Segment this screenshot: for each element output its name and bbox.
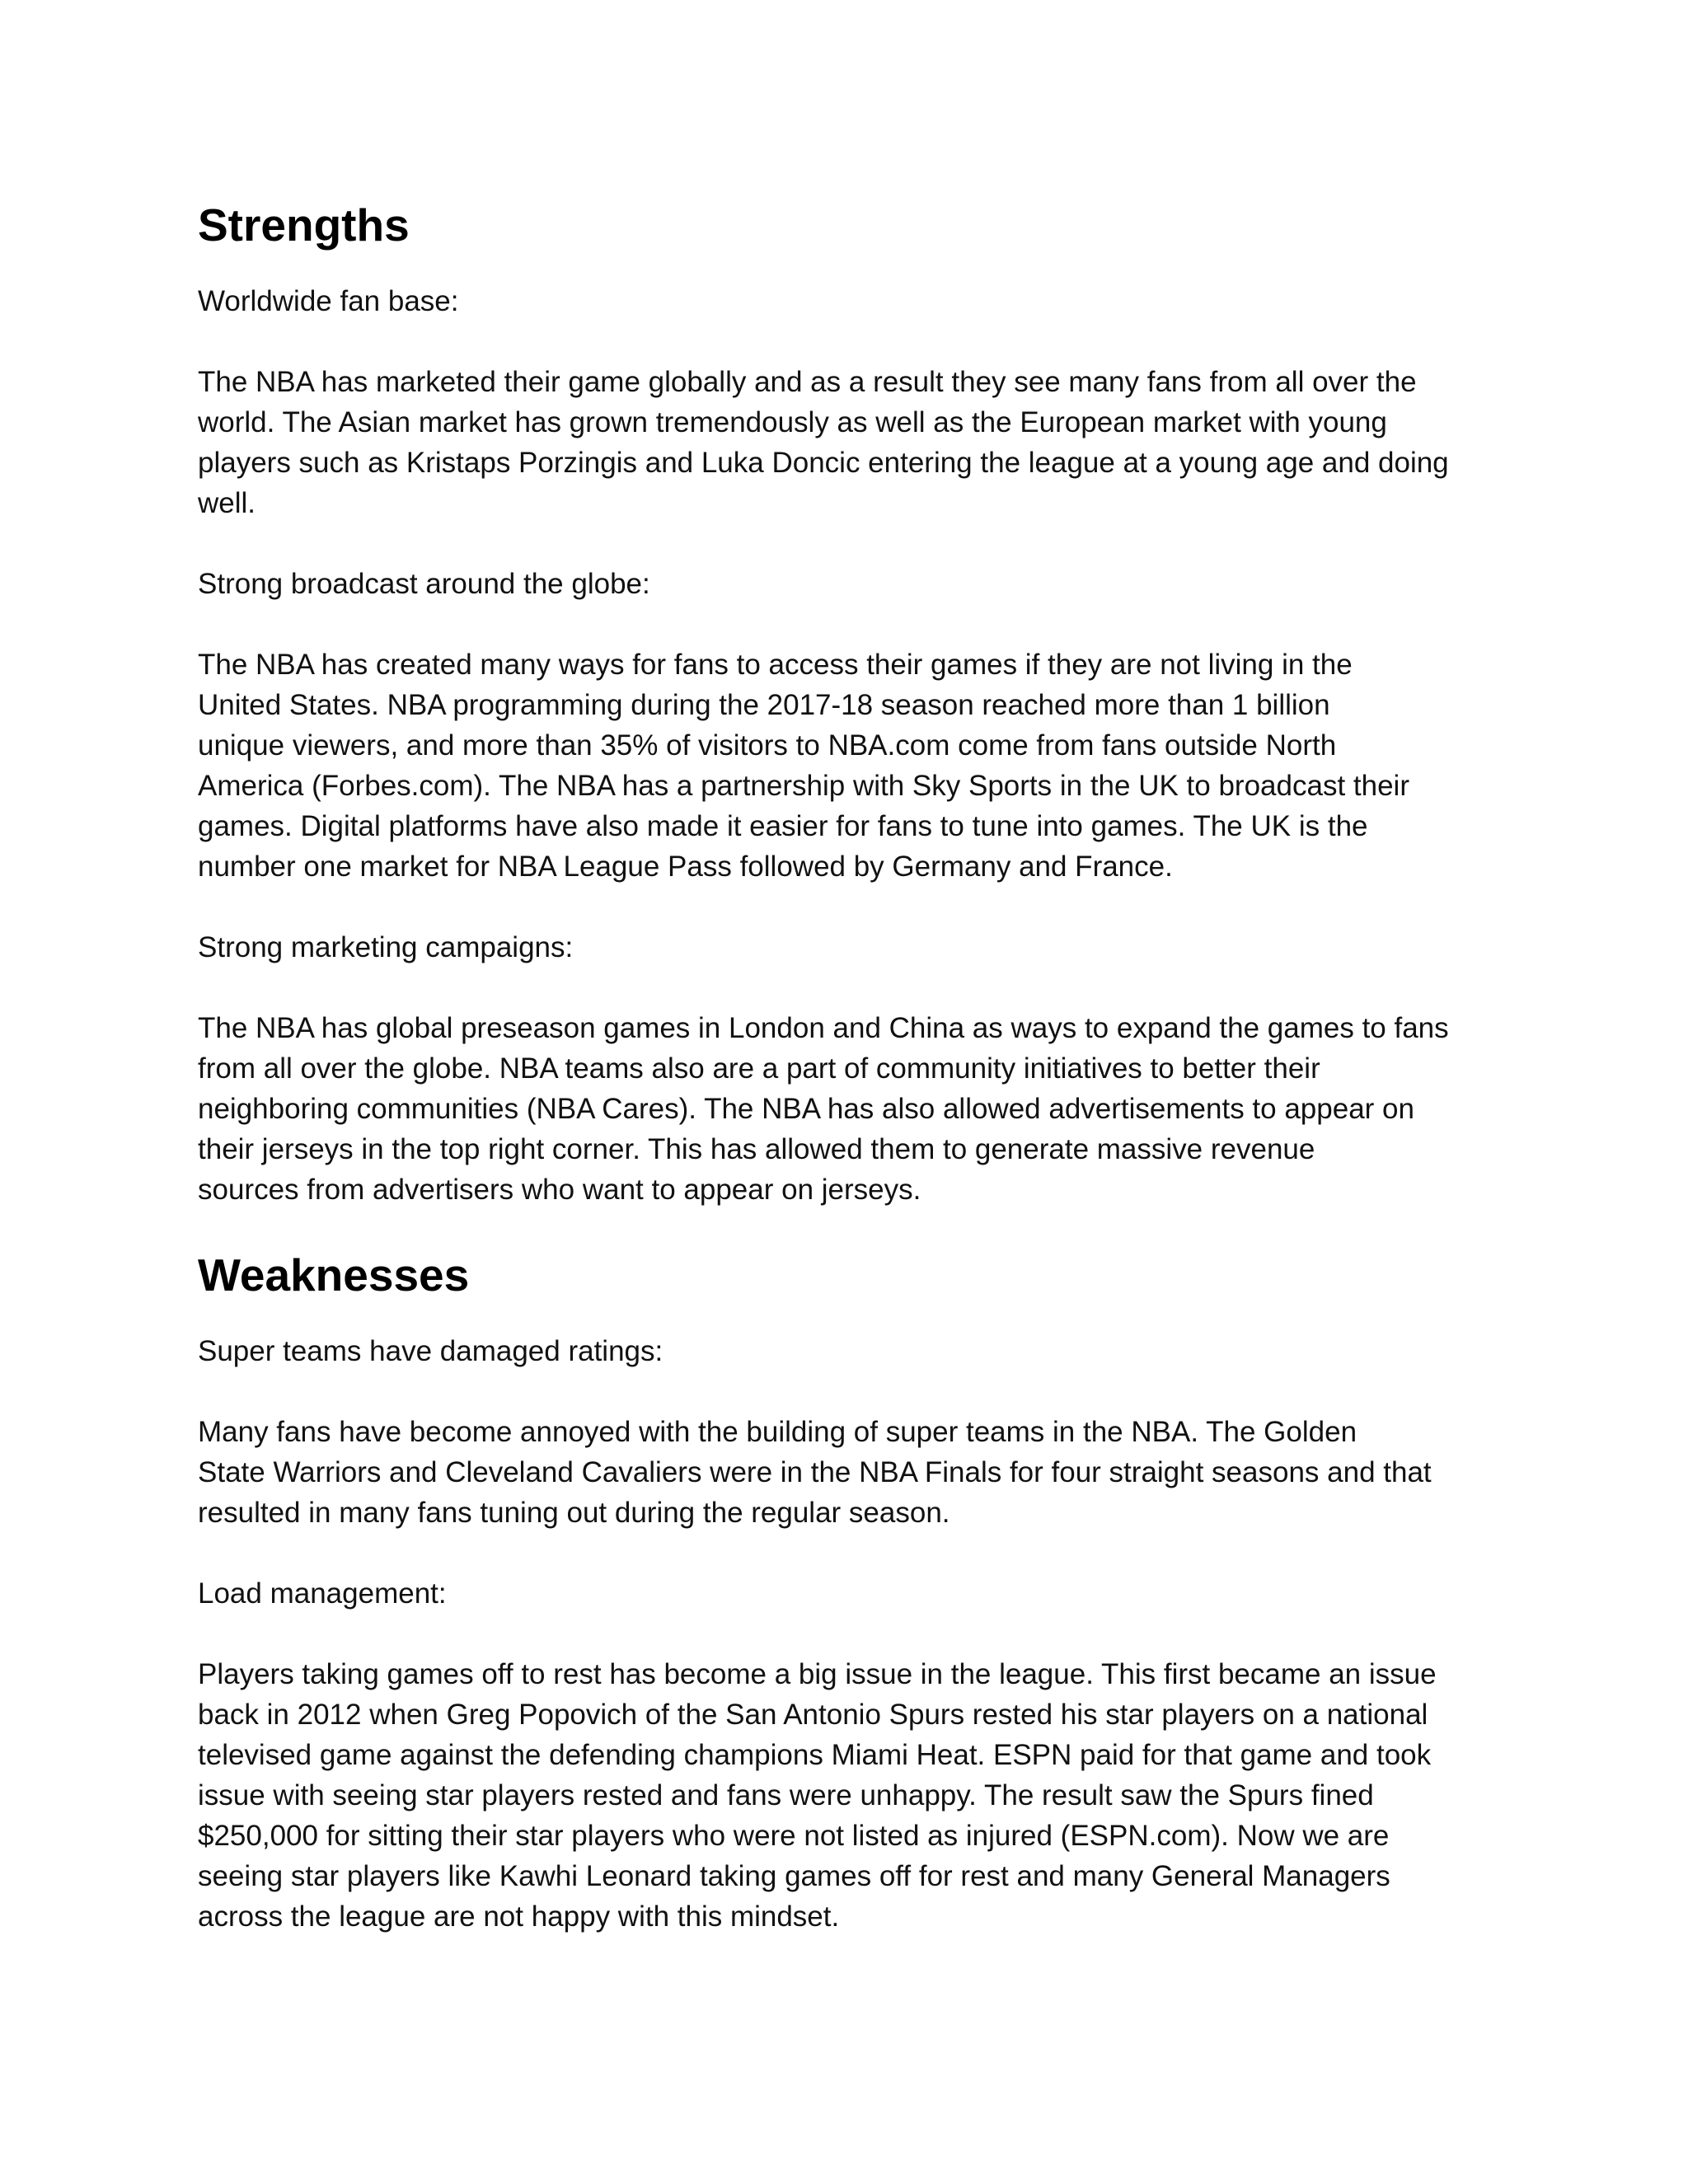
paragraph-strong-marketing	[198, 1008, 1508, 1210]
text-line: $250,000 for sitting their star players who were not listed as injured (ESPN.com). Now we are	[198, 1820, 1390, 1852]
text-line: The NBA has created many ways for fans to access their games if they are not living in the	[198, 649, 1353, 681]
text-line: games. Digital platforms have also made it easier for fans to tune into games. The UK is the	[198, 810, 1368, 842]
paragraph-worldwide-fan-base	[198, 362, 1508, 523]
text-line: from all over the globe. NBA teams also are a part of community initiatives to better their	[198, 1052, 1320, 1085]
text-line: unique viewers, and more than 35% of visitors to NBA.com come from fans outside North	[198, 729, 1337, 762]
paragraph-super-teams	[198, 1412, 1508, 1533]
paragraph-load-management	[198, 1654, 1508, 1937]
text-line: number one market for NBA League Pass followed by Germany and France.	[198, 851, 1173, 883]
text-line: neighboring communities (NBA Cares). The NBA has also allowed advertisements to appear on	[198, 1093, 1414, 1125]
subheading-load-management: Load management:	[198, 1577, 447, 1610]
text-line: issue with seeing star players rested and fans were unhappy. The result saw the Spurs fined	[198, 1779, 1374, 1811]
section-strengths	[198, 281, 1508, 1210]
text-line: United States. NBA programming during the 2017-18 season reached more than 1 billion	[198, 689, 1330, 721]
text-line: well.	[198, 487, 256, 519]
text-line: players such as Kristaps Porzingis and Luka Doncic entering the league at a young age and doing	[198, 447, 1449, 479]
text-line: America (Forbes.com). The NBA has a partnership with Sky Sports in the UK to broadcast their	[198, 770, 1409, 802]
subheading-strong-broadcast: Strong broadcast around the globe:	[198, 568, 650, 600]
subheading-strong-marketing: Strong marketing campaigns:	[198, 931, 574, 963]
text-line: televised game against the defending champions Miami Heat. ESPN paid for that game and took	[198, 1739, 1432, 1771]
strengths-heading: Strengths	[198, 199, 410, 251]
text-line: Players taking games off to rest has become a big issue in the league. This first became an issue	[198, 1658, 1437, 1690]
text-line: The NBA has global preseason games in London and China as ways to expand the games to fans	[198, 1012, 1449, 1044]
weaknesses-heading: Weaknesses	[198, 1249, 470, 1301]
text-line: Many fans have become annoyed with the building of super teams in the NBA. The Golden	[198, 1416, 1357, 1448]
subheading-super-teams: Super teams have damaged ratings:	[198, 1335, 663, 1367]
text-line: resulted in many fans tuning out during the regular season.	[198, 1497, 950, 1529]
text-line: back in 2012 when Greg Popovich of the San Antonio Spurs rested his star players on a national	[198, 1699, 1428, 1731]
text-line: across the league are not happy with this mindset.	[198, 1900, 840, 1933]
section-weaknesses	[198, 1331, 1508, 1937]
text-line: State Warriors and Cleveland Cavaliers were in the NBA Finals for four straight seasons and that	[198, 1456, 1432, 1488]
text-line: their jerseys in the top right corner. This has allowed them to generate massive revenue	[198, 1133, 1315, 1165]
text-line: The NBA has marketed their game globally and as a result they see many fans from all over the	[198, 366, 1417, 398]
subheading-worldwide-fan-base: Worldwide fan base:	[198, 285, 459, 317]
text-line: seeing star players like Kawhi Leonard taking games off for rest and many General Managers	[198, 1860, 1390, 1892]
text-line: world. The Asian market has grown tremendously as well as the European market with young	[198, 406, 1387, 438]
paragraph-strong-broadcast	[198, 644, 1508, 887]
text-line: sources from advertisers who want to appear on jerseys.	[198, 1174, 921, 1206]
document-page	[198, 196, 1508, 1937]
